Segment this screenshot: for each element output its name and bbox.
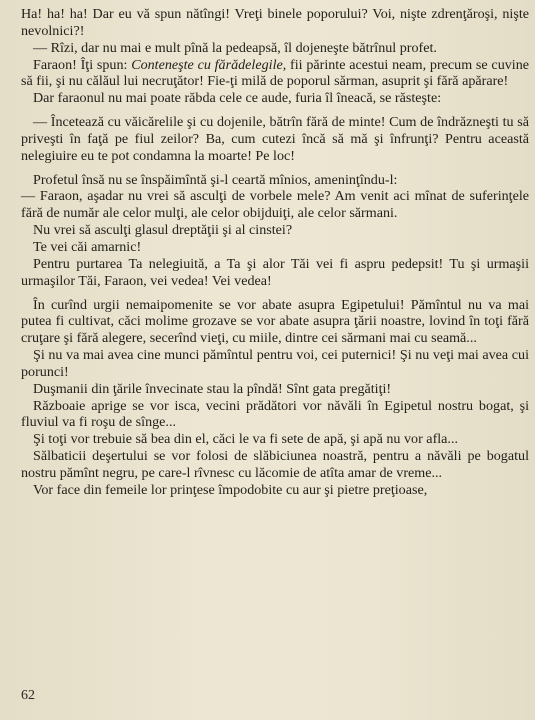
paragraph-10: Pentru purtarea Ta nelegiuită, a Ta şi alor Tăi vei fi aspru pedepsit! Tu şi urmaşii urmaşilor Tăi, Faraon, vei vedea! Vei vedea! xyxy=(21,255,529,289)
paragraph-1: Ha! ha! ha! Dar eu vă spun nătîngi! Vreţi binele poporului? Voi, nişte zdrenţăroşi, nişte nevolnici?! xyxy=(21,6,529,39)
italic-phrase: Conteneşte cu fărădelegile xyxy=(131,56,283,73)
body-text xyxy=(21,6,529,499)
paragraph-12: Şi nu va mai avea cine munci pămîntul pentru voi, cei puternici! Şi nu veţi mai avea cui porunci! xyxy=(21,347,529,380)
page-number: 62 xyxy=(21,688,35,703)
paragraph-3-text: Faraon! Îţi spun: Conteneşte cu fărădelegile, fii părinte acestui neam, precum se cuvine să fii, şi nu călăul lui necruţător! Fie-ţi milă de poporul sărman, asuprit şi fără apărare! xyxy=(21,56,530,90)
paragraph-17: Vor face din femeile lor prinţese împodobite cu aur şi pietre preţioase, xyxy=(33,481,428,498)
paragraph-2: — Rîzi, dar nu mai e mult pînă la pedeapsă, îl dojeneşte bătrînul profet. xyxy=(33,39,437,56)
paragraph-6: Profetul însă nu se înspăimîntă şi-l ceartă mînios, ameninţîndu-l: xyxy=(33,171,398,188)
paragraph-3 xyxy=(21,57,529,91)
paragraph-15: Şi toţi vor trebuie să bea din el, căci le va fi sete de apă, şi apă nu vor afla... xyxy=(33,431,459,448)
paragraph-5: — Încetează cu văicărelile şi cu dojenile, bătrîn fără de minte! Cum de îndrăzneşti tu să priveşti în faţă pe fiul zeilor? Ba, cum cutezi încă să mă şi înfrunţi? Pentru această nelegiuire eu te pot condamna la moarte! Pe loc! xyxy=(21,114,529,164)
paragraph-9: Te vei căi amarnic! xyxy=(33,238,142,255)
paragraph-4: Dar faraonul nu mai poate răbda cele ce aude, furia îl îneacă, se răsteşte: xyxy=(33,90,442,107)
paragraph-16: Sălbaticii deşertului se vor folosi de slăbiciunea noastră, pentru a năvăli pe bogatul nostru pămînt negru, pe care-l rîvnesc cu lăcomie de atîta amar de vreme... xyxy=(21,448,529,481)
paragraph-7: — Faraon, aşadar nu vrei să asculţi de vorbele mele? Am venit aci mînat de suferinţele fără de număr ale celor mulţi, ale celor obijduiţi, ale celor sărmani. xyxy=(21,188,529,222)
paragraph-13: Duşmanii din ţările învecinate stau la pîndă! Sînt gata pregătiţi! xyxy=(33,380,392,397)
paragraph-14: Războaie aprige se vor isca, vecini prădători vor năvăli în Egipetul nostru bogat, şi fluviul va fi roşu de sînge... xyxy=(21,397,529,431)
paragraph-11: În curînd urgii nemaipomenite se vor abate asupra Egipetului! Pămîntul nu va mai putea fi cultivat, căci molime grozave se vor abate asupra ţării noastre, lovind în toţi fără cruţare şi fără alegere, secerînd vieţi, cu miile, dintre cei sărmani mai cu seamă... xyxy=(21,296,529,347)
paragraph-8: Nu vrei să asculţi glasul dreptăţii şi al cinstei? xyxy=(33,222,293,239)
